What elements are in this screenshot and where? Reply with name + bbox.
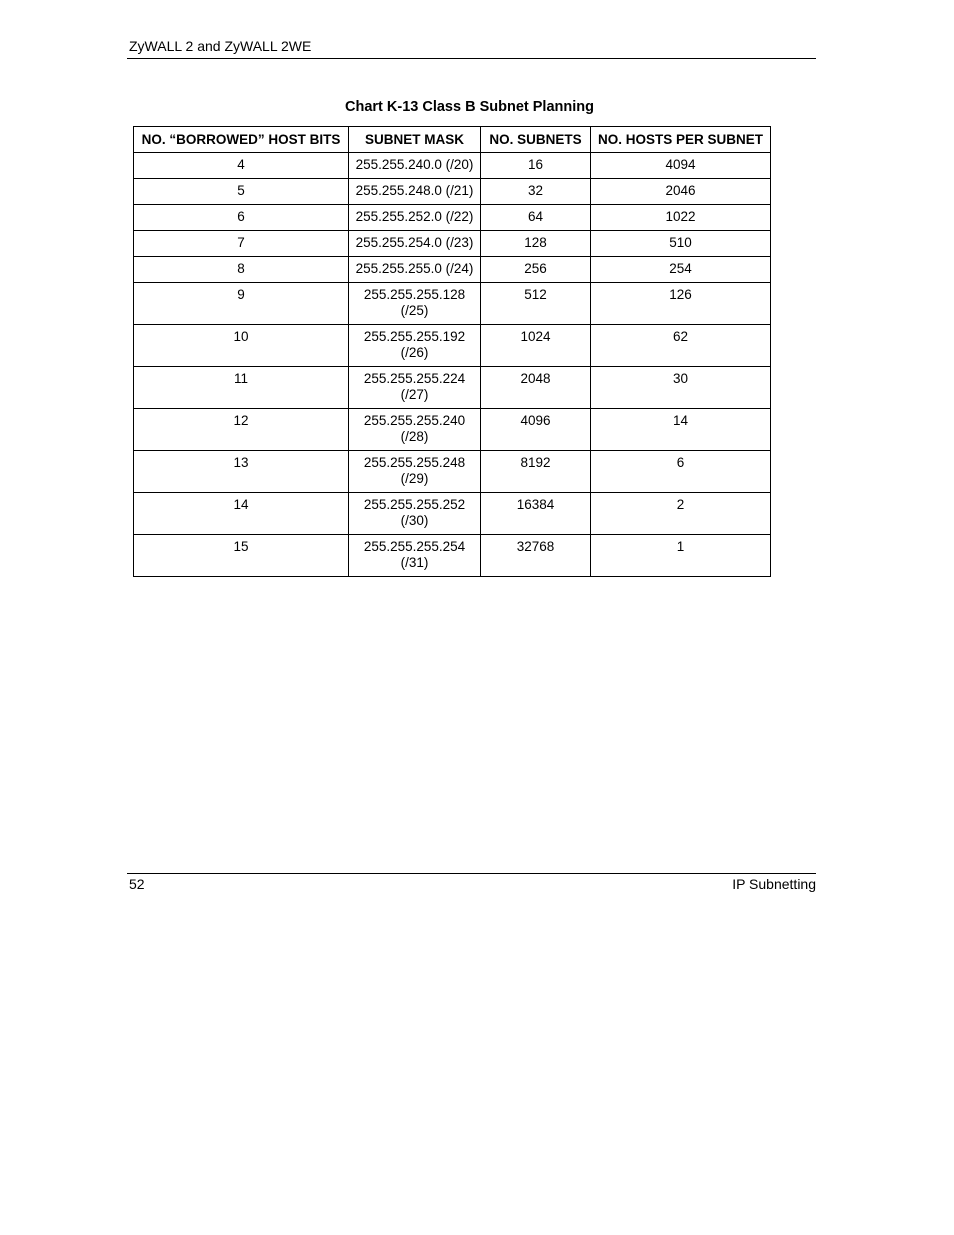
table-row [134, 493, 771, 535]
cell-borrowed-bits: 14 [134, 493, 349, 535]
table-row [134, 205, 771, 231]
cell-hosts-per-subnet: 1 [591, 535, 771, 577]
table-row [134, 451, 771, 493]
cell-hosts-per-subnet: 62 [591, 325, 771, 367]
cell-hosts-per-subnet: 510 [591, 231, 771, 257]
cell-borrowed-bits: 6 [134, 205, 349, 231]
cell-subnet-mask: 255.255.255.252 (/30) [349, 493, 481, 535]
cell-borrowed-bits: 5 [134, 179, 349, 205]
cell-hosts-per-subnet: 1022 [591, 205, 771, 231]
cell-subnet-mask: 255.255.255.254 (/31) [349, 535, 481, 577]
table-row [134, 325, 771, 367]
column-header-hosts-per-subnet: NO. HOSTS PER SUBNET [591, 127, 771, 153]
cell-subnet-mask: 255.255.248.0 (/21) [349, 179, 481, 205]
cell-hosts-per-subnet: 2 [591, 493, 771, 535]
table-row [134, 409, 771, 451]
running-footer [127, 873, 816, 894]
cell-hosts-per-subnet: 30 [591, 367, 771, 409]
cell-subnet-mask: 255.255.255.224 (/27) [349, 367, 481, 409]
table-row [134, 367, 771, 409]
cell-no-subnets: 16384 [481, 493, 591, 535]
cell-borrowed-bits: 13 [134, 451, 349, 493]
cell-borrowed-bits: 4 [134, 153, 349, 179]
cell-borrowed-bits: 15 [134, 535, 349, 577]
cell-no-subnets: 4096 [481, 409, 591, 451]
table-row [134, 231, 771, 257]
cell-borrowed-bits: 10 [134, 325, 349, 367]
cell-no-subnets: 512 [481, 283, 591, 325]
cell-subnet-mask: 255.255.255.192 (/26) [349, 325, 481, 367]
cell-borrowed-bits: 9 [134, 283, 349, 325]
cell-subnet-mask: 255.255.255.128 (/25) [349, 283, 481, 325]
table-row [134, 153, 771, 179]
cell-hosts-per-subnet: 14 [591, 409, 771, 451]
table-caption: Chart K-13 Class B Subnet Planning [345, 99, 594, 115]
section-name: IP Subnetting [732, 876, 816, 892]
subnet-planning-table [133, 126, 771, 577]
table-header-row [134, 127, 771, 153]
cell-subnet-mask: 255.255.240.0 (/20) [349, 153, 481, 179]
table-row [134, 283, 771, 325]
table-row [134, 535, 771, 577]
header-title: ZyWALL 2 and ZyWALL 2WE [129, 38, 312, 54]
cell-hosts-per-subnet: 2046 [591, 179, 771, 205]
table-row [134, 179, 771, 205]
cell-subnet-mask: 255.255.252.0 (/22) [349, 205, 481, 231]
cell-subnet-mask: 255.255.255.0 (/24) [349, 257, 481, 283]
cell-no-subnets: 8192 [481, 451, 591, 493]
running-header [127, 38, 816, 59]
cell-subnet-mask: 255.255.255.248 (/29) [349, 451, 481, 493]
cell-borrowed-bits: 12 [134, 409, 349, 451]
column-header-no-subnets: NO. SUBNETS [481, 127, 591, 153]
cell-no-subnets: 32768 [481, 535, 591, 577]
cell-no-subnets: 256 [481, 257, 591, 283]
cell-no-subnets: 32 [481, 179, 591, 205]
cell-hosts-per-subnet: 254 [591, 257, 771, 283]
cell-borrowed-bits: 8 [134, 257, 349, 283]
column-header-subnet-mask: SUBNET MASK [349, 127, 481, 153]
cell-no-subnets: 64 [481, 205, 591, 231]
cell-borrowed-bits: 7 [134, 231, 349, 257]
page-number: 52 [129, 876, 145, 892]
cell-hosts-per-subnet: 4094 [591, 153, 771, 179]
cell-hosts-per-subnet: 126 [591, 283, 771, 325]
table-row [134, 257, 771, 283]
cell-no-subnets: 128 [481, 231, 591, 257]
cell-no-subnets: 1024 [481, 325, 591, 367]
column-header-borrowed-bits: NO. “BORROWED” HOST BITS [134, 127, 349, 153]
cell-borrowed-bits: 11 [134, 367, 349, 409]
cell-no-subnets: 2048 [481, 367, 591, 409]
cell-subnet-mask: 255.255.254.0 (/23) [349, 231, 481, 257]
cell-no-subnets: 16 [481, 153, 591, 179]
cell-hosts-per-subnet: 6 [591, 451, 771, 493]
cell-subnet-mask: 255.255.255.240 (/28) [349, 409, 481, 451]
